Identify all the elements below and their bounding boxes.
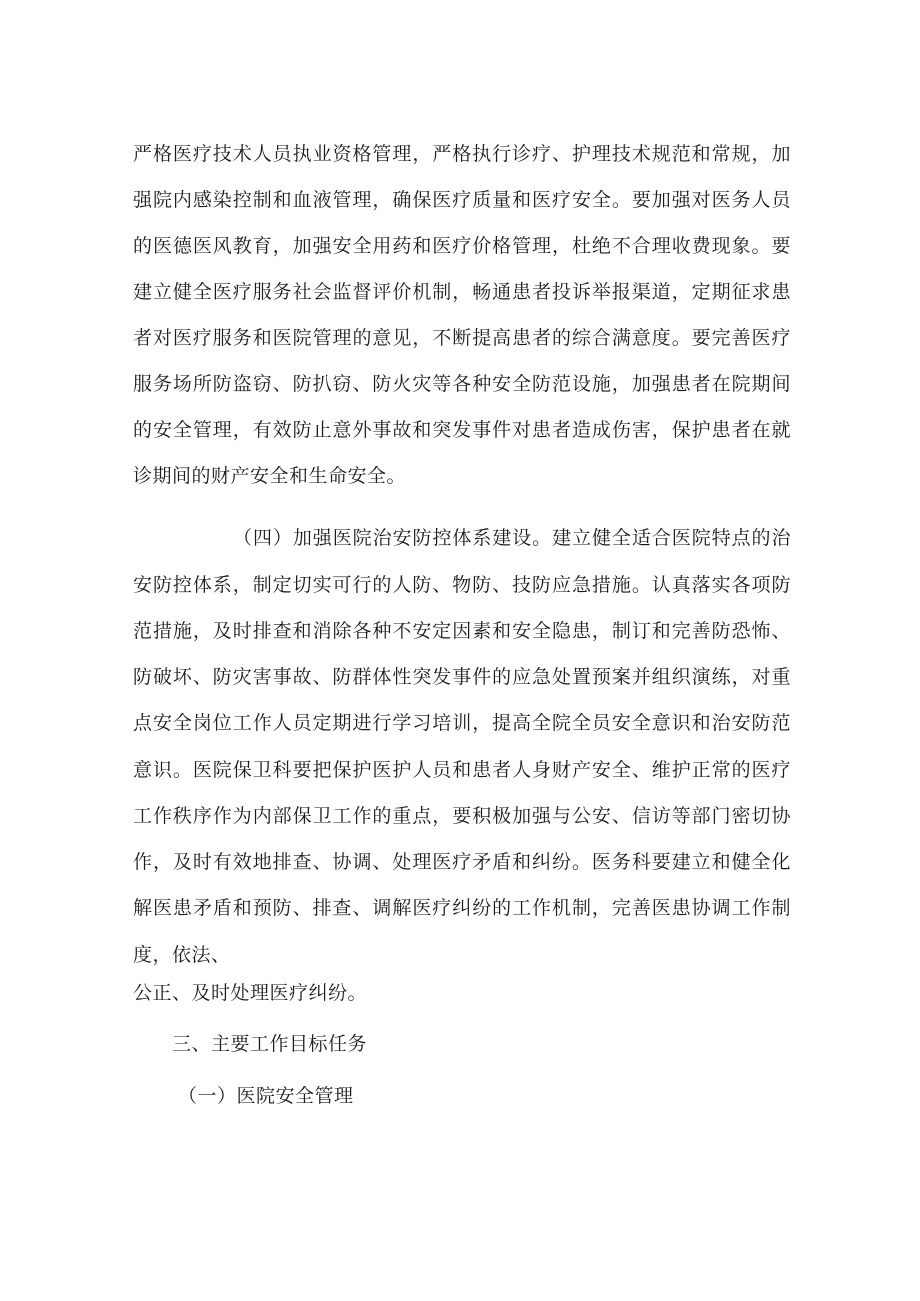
para1-line-2: 强院内感染控制和血液管理，确保医疗质量和医疗安全。要加强对医务人员 bbox=[133, 189, 791, 211]
para2-line-8: 作，及时有效地排查、协调、处理医疗矛盾和纠纷。医务科要建立和健全化 bbox=[133, 851, 791, 873]
para2-line-11: 公正、及时处理医疗纠纷。 bbox=[133, 982, 368, 1004]
para1-line-7: 的安全管理，有效防止意外事故和突发事件对患者造成伤害，保护患者在就 bbox=[133, 419, 791, 441]
para2-line-3: 范措施，及时排查和消除各种不安定因素和安全隐患，制订和完善防恐怖、 bbox=[133, 620, 791, 642]
para1-line-8: 诊期间的财产安全和生命安全。 bbox=[133, 465, 407, 487]
para2-line-7: 工作秩序作为内部保卫工作的重点，要积极加强与公安、信访等部门密切协 bbox=[133, 805, 791, 827]
para1-line-3: 的医德医风教育，加强安全用药和医疗价格管理，杜绝不合理收费现象。要 bbox=[133, 235, 791, 257]
para2-line-6: 意识。医院保卫科要把保护医护人员和患者人身财产安全、维护正常的医疗 bbox=[133, 759, 791, 781]
para2-line-2: 安防控体系，制定切实可行的人防、物防、技防应急措施。认真落实各项防 bbox=[133, 574, 791, 596]
para2-line-5: 点安全岗位工作人员定期进行学习培训，提高全院全员安全意识和治安防范 bbox=[133, 712, 791, 734]
para2-line-10: 度，依法、 bbox=[133, 944, 231, 966]
para1-line-4: 建立健全医疗服务社会监督评价机制，畅通患者投诉举报渠道，定期征求患 bbox=[133, 281, 791, 303]
para2-line-9: 解医患矛盾和预防、排查、调解医疗纠纷的工作机制，完善医患协调工作制 bbox=[133, 897, 791, 919]
para2-line-4: 防破坏、防灾害事故、防群体性突发事件的应急处置预案并组织演练，对重 bbox=[133, 666, 791, 688]
subsection-heading-1: （一）医院安全管理 bbox=[178, 1085, 354, 1107]
section-heading-3: 三、主要工作目标任务 bbox=[172, 1033, 368, 1055]
para1-line-1: 严格医疗技术人员执业资格管理，严格执行诊疗、护理技术规范和常规，加 bbox=[133, 143, 791, 165]
para1-line-5: 者对医疗服务和医院管理的意见，不断提高患者的综合满意度。要完善医疗 bbox=[133, 327, 791, 349]
para1-line-6: 服务场所防盗窃、防扒窃、防火灾等各种安全防范设施，加强患者在院期间 bbox=[133, 373, 791, 395]
para2-line-1: （四）加强医院治安防控体系建设。建立健全适合医院特点的治 bbox=[233, 527, 791, 549]
